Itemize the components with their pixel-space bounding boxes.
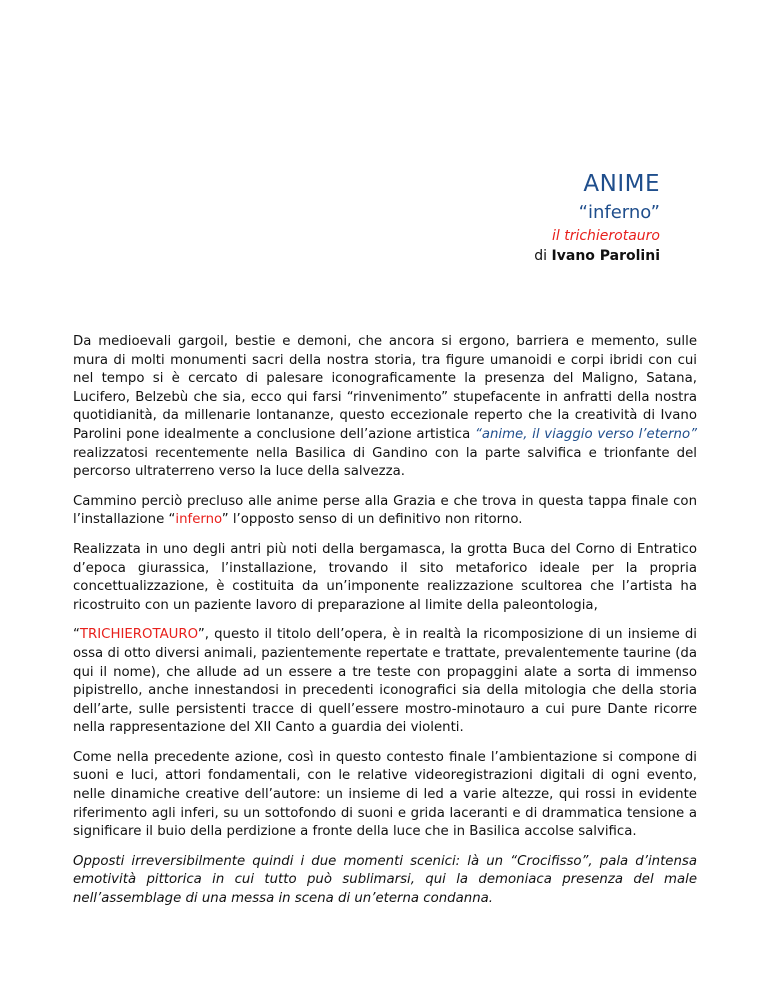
paragraph-path-text: Cammino perciò precluso alle anime perse alla Grazia e che trova in questa tappa finale con l’installazione “ <box>73 493 697 528</box>
inferno-highlight: inferno <box>175 512 222 528</box>
paragraph-ambience: Come nella precedente azione, così in questo contesto finale l’ambientazione si compone di suoni e luci, attori fondamentali, con le relative videoregistrazioni digitali di ogni evento, nelle dinamiche creative dell’autore: un insieme di led a varie altezze, qui rossi in evidente riferimento agli inferi, su un sottofondo di suoni e grida laceranti e di drammatica tensione a significare il buio della perdizione a fronte della luce che in Basilica accolse salvifica. <box>73 749 697 840</box>
document-body <box>73 333 697 920</box>
document-subtitle: “inferno” <box>578 202 660 223</box>
artwork-title-highlight: TRICHIEROTAURO <box>79 627 198 643</box>
paragraph-conclusion: Opposti irreversibilmente quindi i due momenti scenici: là un “Crocifisso”, pala d’intensa emotività pittorica in cui tutto può sublimarsi, qui la demoniaca presenza del male nell’assemblage di una messa in scena di un’eterna condanna. <box>73 853 697 907</box>
author-name: Ivano Parolini <box>551 248 660 264</box>
document-header <box>534 170 660 266</box>
paragraph-path-text-end: ” l’opposto senso di un definitivo non ritorno. <box>221 512 523 528</box>
paragraph-intro <box>73 333 697 482</box>
paragraph-artwork-open: “ <box>73 627 80 643</box>
paragraph-location: Realizzata in uno degli antri più noti della bergamasca, la grotta Buca del Corno di Entratico d’epoca giurassica, l’installazione, trovando il sito metaforico ideale per la propria concettualizzazione, è costituita da un’imponente realizzazione scultorea che l’artista ha ricostruito con un paziente lavoro di preparazione al limite della paleontologia, <box>73 541 697 613</box>
paragraph-intro-text: Da medioevali gargoil, bestie e demoni, che ancora si ergono, barriera e memento, sulle mura di molti monumenti sacri della nostra storia, tra figure umanoidi e corpi ibridi con cui nel tempo si è cercato di palesare iconograficamente la presenza del Maligno, Satana, Lucifero, Belzebù che sia, ecco qui farsi “rinvenimento” stupefacente in anfratti della nostra quotidianità, da millenarie lontananze, questo eccezionale reperto che la creatività di Ivano Parolini pone idealmente a conclusione dell’azione artistica <box>73 334 697 442</box>
paragraph-path <box>73 493 697 530</box>
linked-work-title: “anime, il viaggio verso l’eterno” <box>474 426 698 442</box>
byline-prefix: di <box>534 248 548 264</box>
work-title: il trichierotauro <box>551 228 660 244</box>
paragraph-artwork <box>73 626 697 738</box>
document-title: ANIME <box>583 171 660 197</box>
paragraph-intro-text-end: realizzatosi recentemente nella Basilica di Gandino con la parte salvifica e trionfante del percorso ultraterreno verso la luce della salvezza. <box>73 445 697 480</box>
paragraph-artwork-text: ”, questo il titolo dell’opera, è in realtà la ricomposizione di un insieme di ossa di otto diversi animali, pazientemente repertate e trattate, prevalentemente taurine (da qui il nome), che allude ad un essere a tre teste con propaggini alate a sorta di immenso pipistrello, anche innestandosi in precedenti iconografici sia della mitologia che della storia dell’arte, sulle persistenti tracce di quell’essere mostro-minotauro a cui pure Dante ricorre nella rappresentazione del XII Canto a guardia dei violenti. <box>73 627 697 736</box>
byline <box>534 246 660 266</box>
